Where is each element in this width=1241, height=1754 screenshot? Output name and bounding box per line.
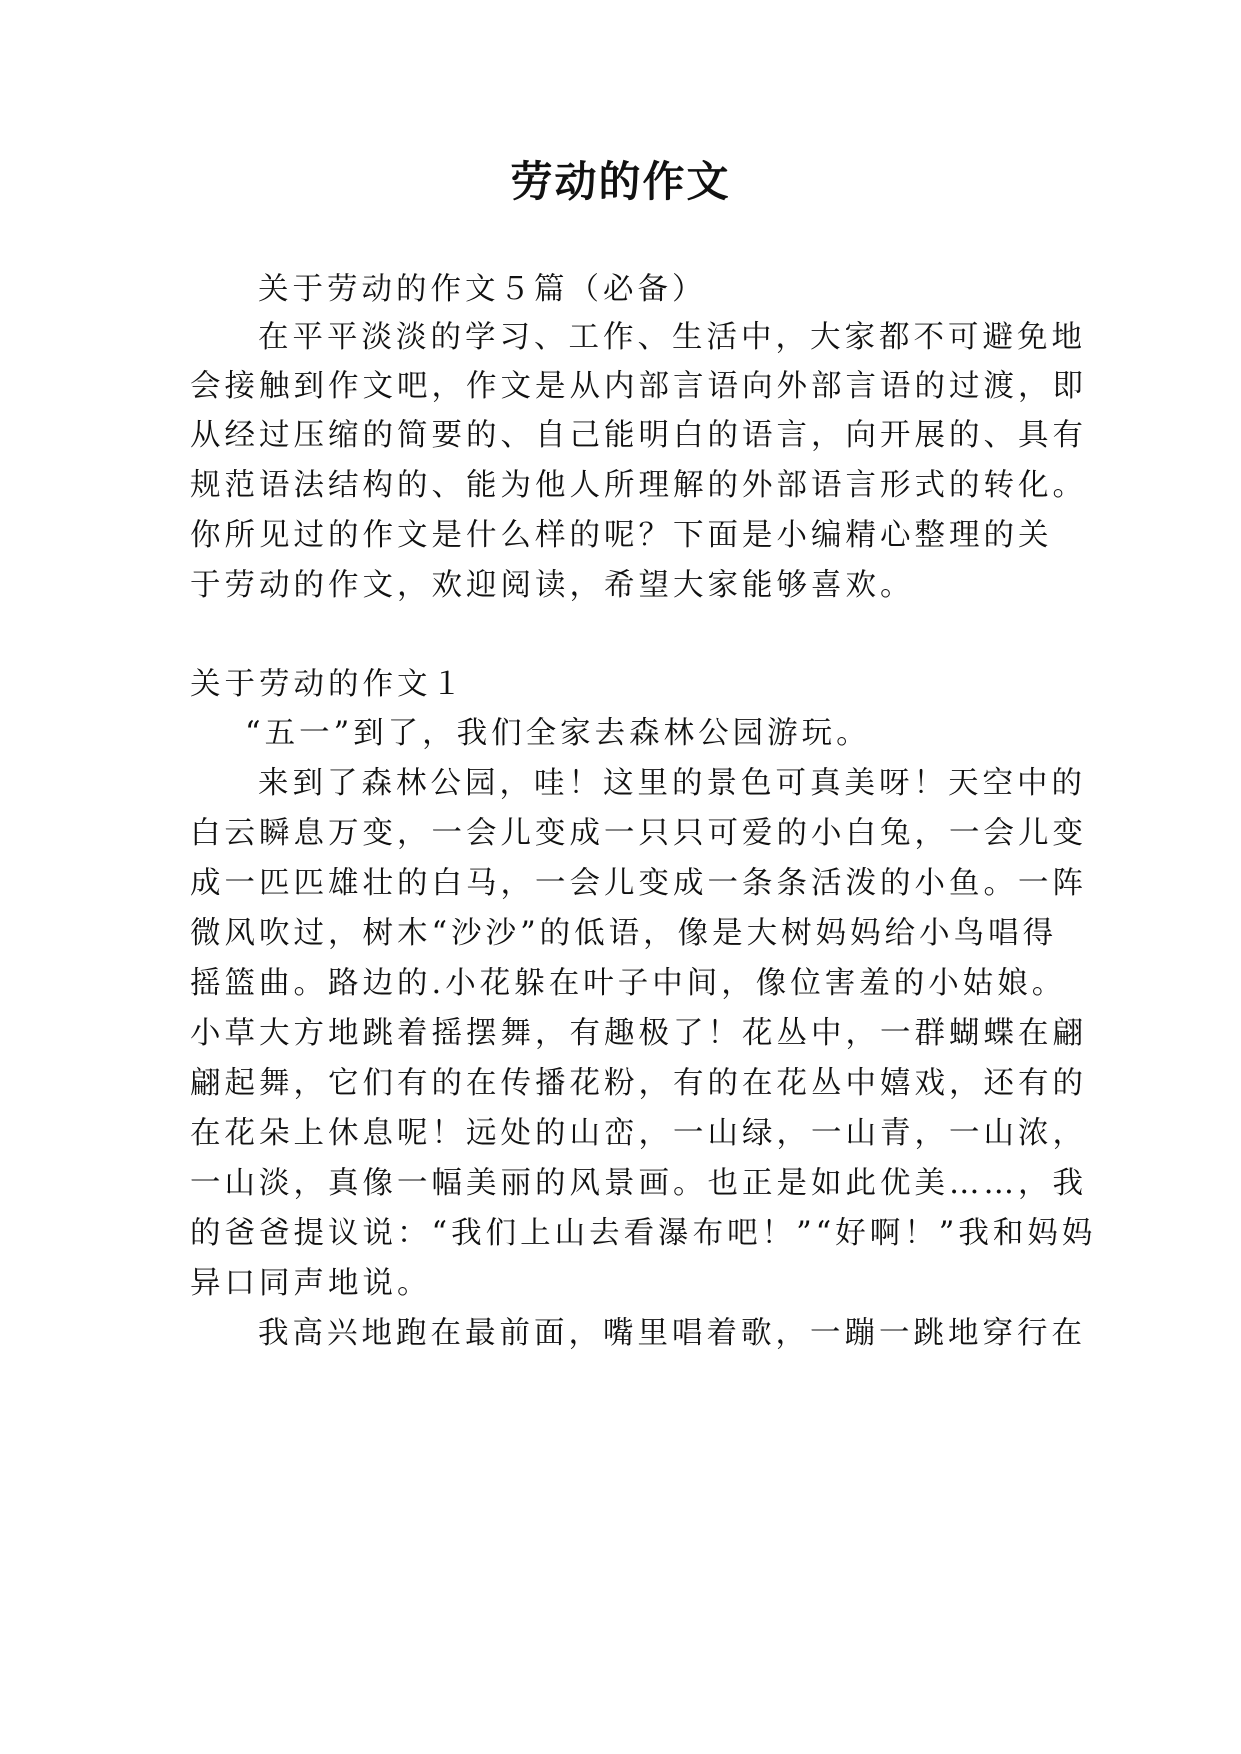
paragraph-line: 微风吹过，树木“沙沙”的低语，像是大树妈妈给小鸟唱得 <box>190 916 1058 951</box>
document-title: 劳动的作文 <box>510 157 731 206</box>
paragraph-line: 在花朵上休息呢！远处的山峦，一山绿，一山青，一山浓， <box>190 1116 1087 1151</box>
paragraph-line: 从经过压缩的简要的、自己能明白的语言，向开展的、具有 <box>190 418 1087 453</box>
paragraph-line: 异口同声地说。 <box>190 1266 432 1301</box>
paragraph-line: 你所见过的作文是什么样的呢？下面是小编精心整理的关 <box>190 518 1053 553</box>
paragraph-line: 小草大方地跳着摇摆舞，有趣极了！花丛中，一群蝴蝶在翩 <box>190 1016 1087 1051</box>
paragraph-line: 于劳动的作文，欢迎阅读，希望大家能够喜欢。 <box>190 568 915 603</box>
subtitle-line: 关于劳动的作文５篇（必备） <box>258 272 707 307</box>
paragraph-line: 的爸爸提议说：“我们上山去看瀑布吧！”“好啊！”我和妈妈 <box>190 1216 1097 1251</box>
paragraph-line: “五一”到了，我们全家去森林公园游玩。 <box>245 716 871 751</box>
paragraph-line: 在平平淡淡的学习、工作、生活中，大家都不可避免地 <box>258 320 1086 355</box>
paragraph-line: 翩起舞，它们有的在传播花粉，有的在花丛中嬉戏，还有的 <box>190 1066 1087 1101</box>
section-heading: 关于劳动的作文１ <box>190 667 466 702</box>
paragraph-line: 白云瞬息万变，一会儿变成一只只可爱的小白兔，一会儿变 <box>190 816 1087 851</box>
paragraph-line: 一山淡，真像一幅美丽的风景画。也正是如此优美……，我 <box>190 1166 1087 1201</box>
paragraph-line: 摇篮曲。路边的.小花躲在叶子中间，像位害羞的小姑娘。 <box>190 966 1067 1001</box>
paragraph-line: 会接触到作文吧，作文是从内部言语向外部言语的过渡，即 <box>190 369 1087 404</box>
paragraph-line: 成一匹匹雄壮的白马，一会儿变成一条条活泼的小鱼。一阵 <box>190 866 1087 901</box>
paragraph-line: 来到了森林公园，哇！这里的景色可真美呀！天空中的 <box>258 766 1086 801</box>
paragraph-line: 规范语法结构的、能为他人所理解的外部语言形式的转化。 <box>190 468 1087 503</box>
paragraph-line: 我高兴地跑在最前面，嘴里唱着歌，一蹦一跳地穿行在 <box>258 1316 1086 1351</box>
